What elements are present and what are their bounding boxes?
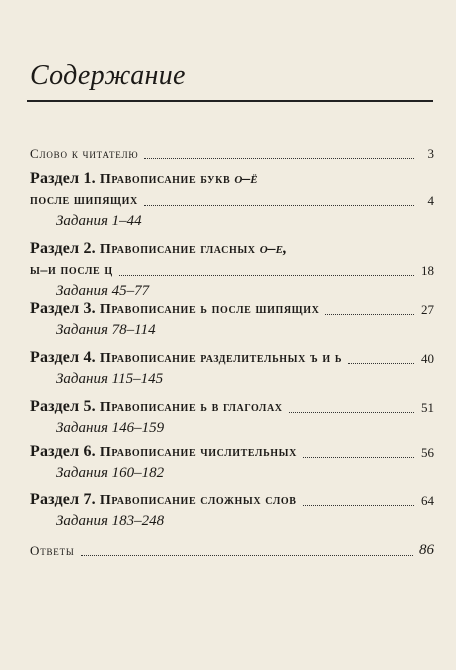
page-number: 86 (419, 542, 434, 558)
section-tasks: Задания 115–145 (56, 371, 164, 387)
section-title: Правописание ь после шипящих (99, 302, 320, 317)
section-title: Правописание ь в глаголах (99, 400, 283, 415)
toc-entry-intro (30, 143, 434, 164)
section-tasks: Задания 160–182 (56, 465, 165, 481)
section-number: Раздел 7. (30, 491, 96, 508)
toc-entry-section-1 (30, 168, 434, 231)
section-title: Правописание букв (99, 172, 235, 187)
section-number: Раздел 5. (30, 398, 96, 415)
section-number: Раздел 2. (30, 240, 96, 257)
page-number: 56 (421, 445, 434, 460)
leader-dots (348, 363, 414, 364)
section-number: Раздел 6. (30, 443, 96, 460)
section-tasks: Задания 45–77 (56, 283, 150, 299)
page-number: 4 (427, 193, 434, 208)
leader-dots (325, 314, 414, 315)
toc-entry-section-2 (30, 238, 434, 301)
leader-dots (303, 505, 414, 506)
leader-dots (81, 555, 413, 556)
section-title-line2: ы–и после ц (30, 263, 113, 278)
page-number: 27 (421, 302, 434, 317)
toc-entry-section-6 (30, 441, 434, 483)
section-tasks: Задания 1–44 (56, 213, 142, 229)
answers-label: Ответы (30, 543, 75, 558)
page-number: 51 (421, 400, 434, 415)
section-title: Правописание числительных (99, 445, 297, 460)
intro-label: Слово к читателю (30, 146, 139, 161)
toc-entry-section-7 (30, 489, 434, 531)
section-tasks: Задания 78–114 (56, 322, 156, 338)
page-number: 3 (427, 146, 434, 161)
toc-entry-answers (30, 540, 434, 561)
section-title: Правописание гласных (99, 242, 260, 257)
leader-dots (144, 205, 414, 206)
section-title: Правописание сложных слов (99, 493, 297, 508)
leader-dots (144, 158, 414, 159)
section-number: Раздел 3. (30, 300, 96, 317)
leader-dots (289, 412, 414, 413)
section-number: Раздел 1. (30, 170, 96, 187)
toc-entry-section-5 (30, 396, 434, 438)
title-rule (27, 100, 433, 102)
section-title-letters: о–е, (259, 240, 287, 257)
leader-dots (303, 457, 414, 458)
page-title: Содержание (30, 60, 186, 91)
leader-dots (119, 275, 414, 276)
page-number: 64 (421, 493, 434, 508)
page-number: 18 (421, 263, 434, 278)
section-title: Правописание разделительных ъ и ь (99, 351, 343, 366)
section-title-letters: о–ё (234, 170, 258, 187)
toc-entry-section-3 (30, 298, 434, 340)
section-title-line2: после шипящих (30, 193, 138, 208)
section-tasks: Задания 146–159 (56, 420, 165, 436)
page-number: 40 (421, 351, 434, 366)
section-number: Раздел 4. (30, 349, 96, 366)
section-tasks: Задания 183–248 (56, 513, 165, 529)
toc-entry-section-4 (30, 347, 434, 389)
